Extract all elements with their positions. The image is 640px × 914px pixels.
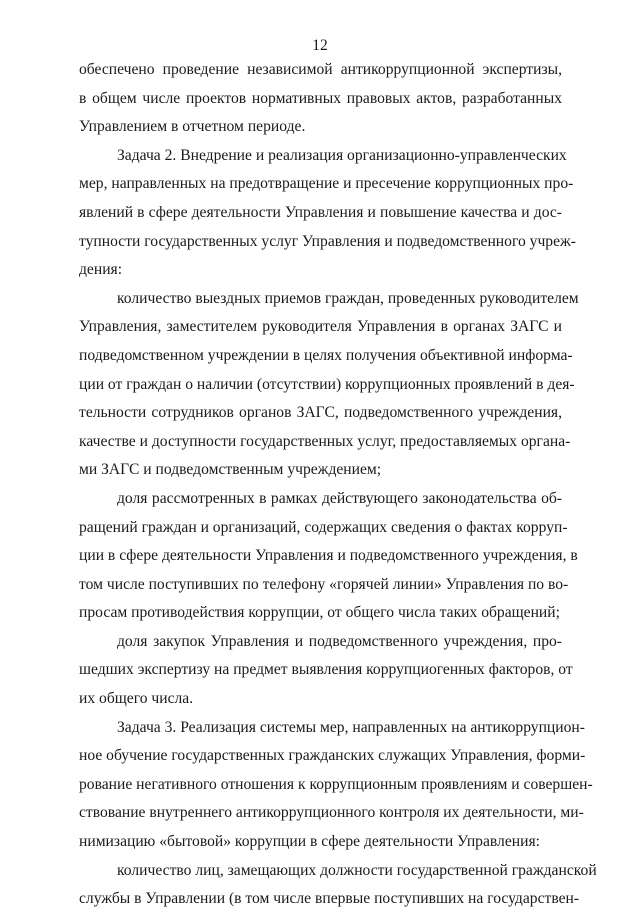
- text-line: Управления, заместителем руководителя Управления в органах ЗАГС и: [79, 318, 562, 336]
- text-line: ращений граждан и организаций, содержащих сведения о фактах корруп-: [79, 518, 568, 536]
- text-line: в общем числе проектов нормативных правовых актов, разработанных: [79, 89, 562, 107]
- text-line: нимизацию «бытовой» коррупции в сфере деятельности Управления:: [79, 833, 540, 851]
- text-line: рование негативного отношения к коррупционным проявлениям и совершен-: [79, 775, 593, 793]
- paragraph-first-line: доля закупок Управления и подведомственного учреждения, про-: [117, 632, 562, 650]
- paragraph-first-line: Задача 2. Внедрение и реализация организационно-управленческих: [117, 146, 567, 164]
- text-line: обеспечено проведение независимой антикоррупционной экспертизы,: [79, 61, 562, 78]
- text-line: подведомственном учреждении в целях получения объективной информа-: [79, 346, 573, 364]
- text-line: явлений в сфере деятельности Управления и повышение качества и дос-: [79, 203, 562, 221]
- text-line: мер, направленных на предотвращение и пресечение коррупционных про-: [79, 175, 574, 193]
- text-line: том числе поступивших по телефону «горячей линии» Управления по во-: [79, 575, 569, 593]
- text-line: службы в Управлении (в том числе впервые поступивших на государствен-: [79, 890, 580, 908]
- text-line: тельности сотрудников органов ЗАГС, подведомственного учреждения,: [79, 404, 562, 422]
- document-body: [79, 56, 597, 914]
- text-line: дения:: [79, 261, 123, 279]
- paragraph-first-line: доля рассмотренных в рамках действующего законодательства об-: [117, 489, 562, 507]
- text-line: шедших экспертизу на предмет выявления коррупциогенных факторов, от: [79, 661, 573, 679]
- text-line: ное обучение государственных гражданских служащих Управления, форми-: [79, 747, 586, 765]
- paragraph-first-line: количество лиц, замещающих должности государственной гражданской: [117, 861, 597, 879]
- text-line: ции от граждан о наличии (отсутствии) коррупционных проявлений в дея-: [79, 375, 575, 393]
- paragraph-first-line: Задача 3. Реализация системы мер, направленных на антикоррупцион-: [117, 718, 585, 736]
- text-line: качестве и доступности государственных услуг, предоставляемых органа-: [79, 432, 571, 450]
- text-line: тупности государственных услуг Управления и подведомственного учреж-: [79, 232, 576, 250]
- text-line: их общего числа.: [79, 690, 194, 708]
- text-line: ствование внутреннего антикоррупционного контроля их деятельности, ми-: [79, 804, 584, 822]
- text-line: Управлением в отчетном периоде.: [79, 118, 306, 136]
- text-line: просам противодействия коррупции, от общего числа таких обращений;: [79, 604, 560, 622]
- paragraph-first-line: количество выездных приемов граждан, проведенных руководителем: [117, 289, 579, 307]
- page-number: 12: [312, 37, 328, 54]
- text-line: ми ЗАГС и подведомственным учреждением;: [79, 461, 382, 479]
- text-line: ции в сфере деятельности Управления и подведомственного учреждения, в: [79, 547, 578, 565]
